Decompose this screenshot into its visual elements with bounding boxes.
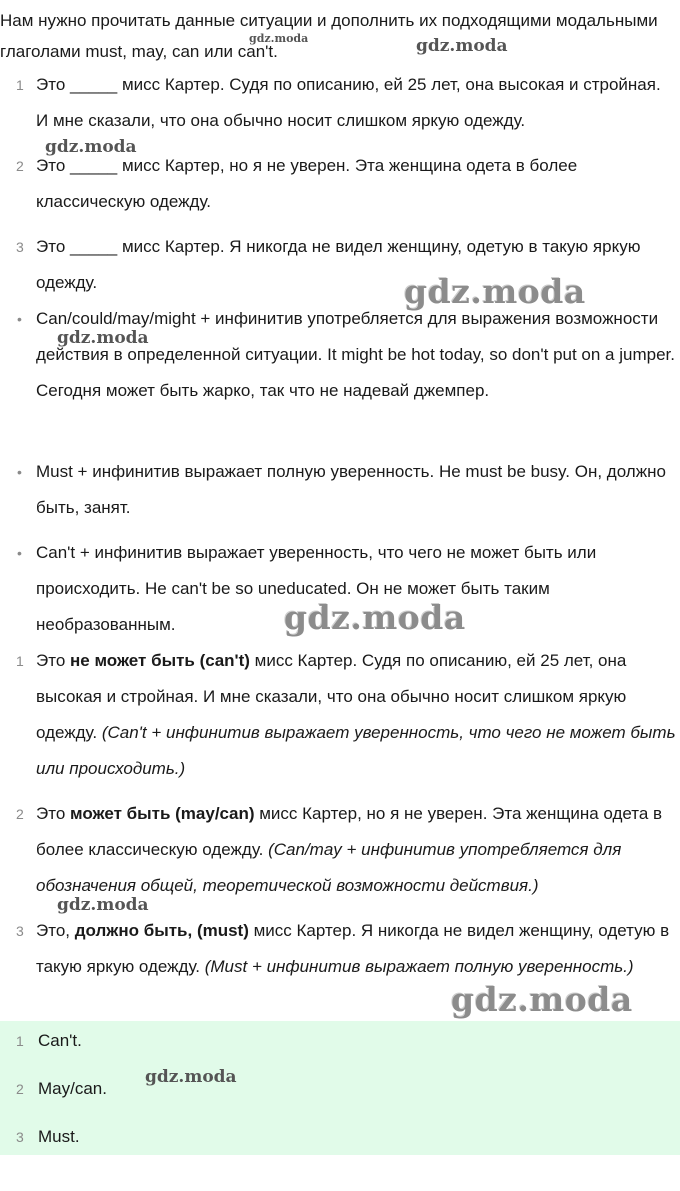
solution-answer: не может быть (can't) xyxy=(70,651,250,670)
watermark: gdz.moda xyxy=(57,328,149,348)
intro-text: Нам нужно прочитать данные ситуации и дополнить их подходящими модальными глаголами must, may, can или can't. xyxy=(0,11,658,61)
bullet-icon: • xyxy=(17,545,22,561)
solution-text: Это может быть (may/can) мисс Картер, но я не уверен. Эта женщина одета в более классическую одежду. (Can/may + инфинитив употребляется для обозначения общей, теоретической возможности действия.) xyxy=(36,804,663,895)
solution-answer: может быть (may/can) xyxy=(70,804,255,823)
bullet-icon: • xyxy=(17,464,22,480)
solution-item xyxy=(0,796,676,904)
solution-item xyxy=(0,643,676,787)
watermark: gdz.moda xyxy=(284,598,466,637)
solution-note: (Must + инфинитив выражает полную уверенность.) xyxy=(204,957,634,976)
answer-text: Must. xyxy=(38,1127,80,1146)
solution-text: Это не может быть (can't) мисс Картер. Судя по описанию, ей 25 лет, она высокая и стройная. И мне сказали, что она обычно носит слишком яркую одежду. (Can't + инфинитив выражает уверенность, что чего не может быть или происходить.) xyxy=(36,651,676,778)
rule-text: Can't + инфинитив выражает уверенность, что чего не может быть или происходить. He can't be so uneducated. Он не может быть таким необразованным. xyxy=(36,543,597,634)
watermark: gdz.moda xyxy=(145,1067,237,1087)
answer-number: 1 xyxy=(16,1033,24,1049)
task-item xyxy=(0,148,676,220)
answer-text: May/can. xyxy=(38,1079,107,1098)
rule-text: Must + инфинитив выражает полную уверенность. He must be busy. Он, должно быть, занят. xyxy=(36,462,666,517)
watermark: gdz.moda xyxy=(249,32,309,45)
task-text: Это _____ мисс Картер, но я не уверен. Эта женщина одета в более классическую одежду. xyxy=(36,156,578,211)
answer-box xyxy=(0,1021,680,1155)
answer-row xyxy=(0,1119,680,1155)
task-text: Это _____ мисс Картер. Судя по описанию, ей 25 лет, она высокая и стройная. И мне сказали, что она обычно носит слишком яркую одежду. xyxy=(36,75,661,130)
answer-row xyxy=(0,1071,680,1107)
answer-text: Can't. xyxy=(38,1031,82,1050)
solution-text: Это, должно быть, (must) мисс Картер. Я никогда не видел женщину, одетую в такую яркую одежду. (Must + инфинитив выражает полную уверенность.) xyxy=(36,921,670,976)
answer-number: 3 xyxy=(16,1129,24,1145)
task-item xyxy=(0,67,676,139)
task-number: 2 xyxy=(16,158,24,174)
rule-text: Can/could/may/might + инфинитив употребляется для выражения возможности действия в определенной ситуации. It might be hot today, so don't put on a jumper. Сегодня может быть жарко, так что не надевай джемпер. xyxy=(36,309,675,400)
rule-item xyxy=(0,301,676,409)
watermark: gdz.moda xyxy=(57,895,149,915)
bullet-icon: • xyxy=(17,311,22,327)
answer-row xyxy=(0,1023,680,1059)
watermark: gdz.moda xyxy=(416,36,508,56)
rule-item xyxy=(0,454,676,526)
watermark: gdz.moda xyxy=(45,137,137,157)
watermark: gdz.moda xyxy=(404,272,586,311)
solution-number: 1 xyxy=(16,653,24,669)
watermark: gdz.moda xyxy=(451,980,633,1019)
task-text: Это _____ мисс Картер. Я никогда не видел женщину, одетую в такую яркую одежду. xyxy=(36,237,641,292)
solution-note: (Can/may + инфинитив употребляется для обозначения общей, теоретической возможности действия.) xyxy=(36,840,622,895)
solution-item xyxy=(0,913,676,985)
solution-number: 3 xyxy=(16,923,24,939)
task-number: 1 xyxy=(16,77,24,93)
solution-number: 2 xyxy=(16,806,24,822)
solution-answer: должно быть, (must) xyxy=(74,921,249,940)
answer-number: 2 xyxy=(16,1081,24,1097)
solution-note: (Can't + инфинитив выражает уверенность, что чего не может быть или происходить.) xyxy=(36,723,676,778)
task-number: 3 xyxy=(16,239,24,255)
